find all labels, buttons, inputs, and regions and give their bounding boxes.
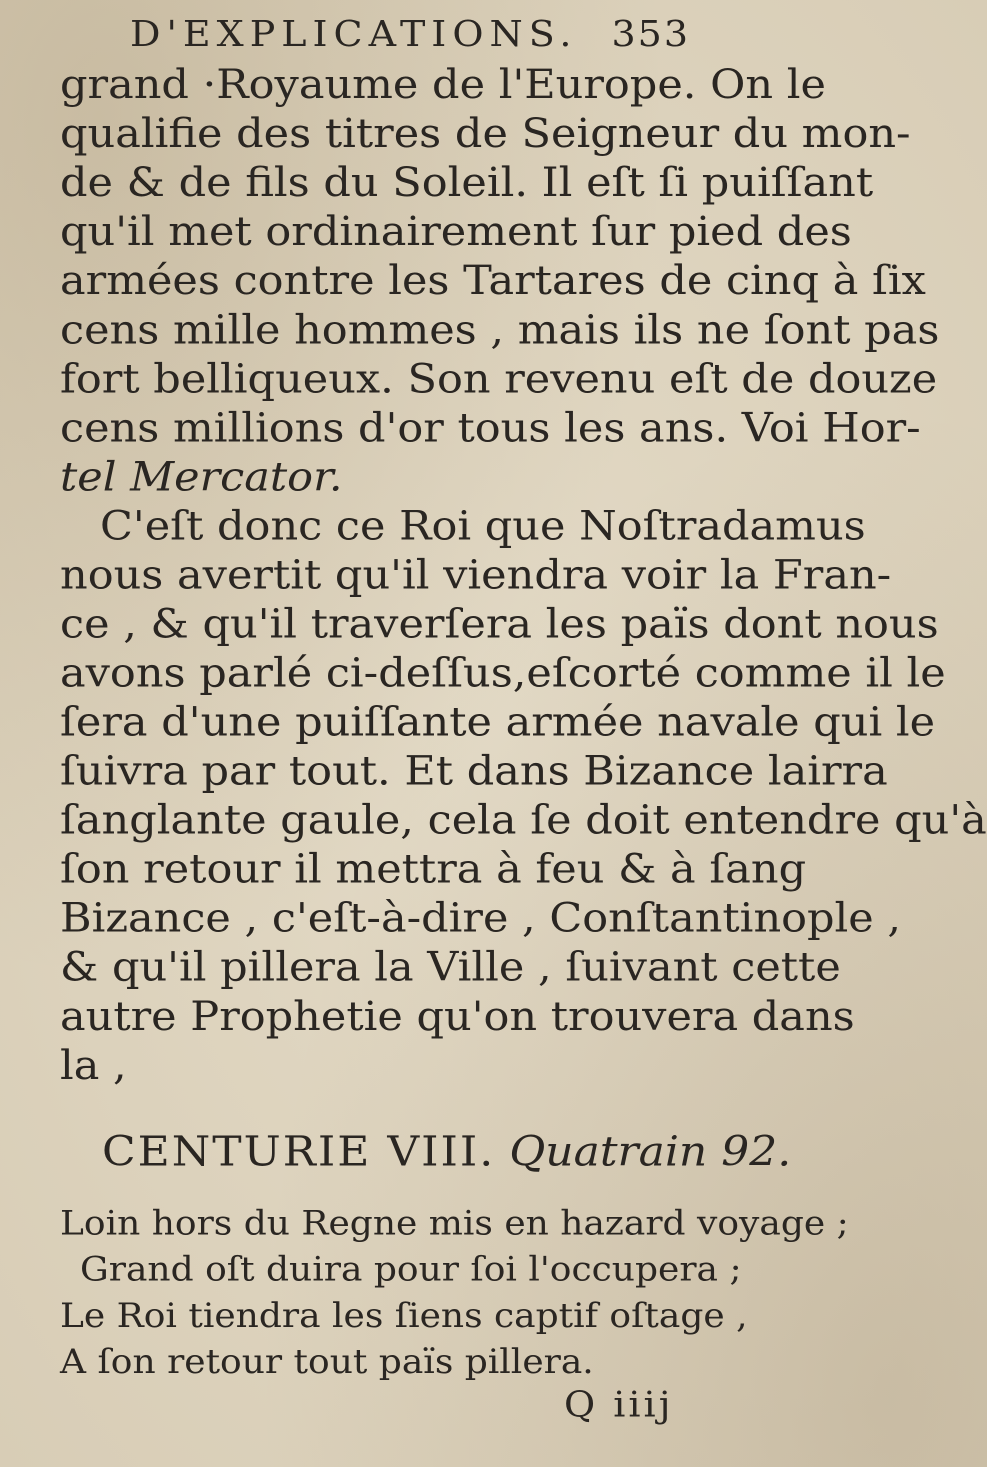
text-line: armées contre les Tartares de cinq à ſix <box>60 257 926 305</box>
quatrain-label: Quatrain 92. <box>509 1127 792 1176</box>
text-line: cens mille hommes , mais ils ne ſont pas <box>60 306 940 354</box>
page-number: 353 <box>611 13 690 55</box>
text-line: ce , & qu'il traverſera les païs dont nous <box>60 600 939 648</box>
verse-line: Grand oſt duira pour ſoi l'occupera ; <box>80 1250 742 1290</box>
text-line: qu'il met ordinairement ſur pied des <box>60 208 852 256</box>
verse-line: Loin hors du Regne mis en hazard voyage ; <box>60 1204 849 1243</box>
header-title: D'EXPLICATIONS. <box>130 13 578 55</box>
section-heading <box>102 1128 791 1176</box>
text-line: ſon retour il mettra à feu & à ſang <box>60 845 807 894</box>
signature-mark: Q iiij <box>564 1383 674 1425</box>
text-line: autre Prophetie qu'on trouvera dans <box>60 992 855 1041</box>
text-line: avons parlé ci-deſſus,eſcorté comme il le <box>60 649 946 697</box>
verse-line: Le Roi tiendra les ſiens captif oſtage , <box>60 1296 748 1336</box>
text-line: fort belliqueux. Son revenu eſt de douze <box>60 355 938 403</box>
running-header <box>130 13 690 54</box>
text-line: ſuivra par tout. Et dans Bizance lairra <box>60 747 888 795</box>
text-line: qualifie des titres de Seigneur du mon- <box>60 110 911 158</box>
text-line: ſera d'une puiſſante armée navale qui le <box>60 698 936 746</box>
text-line: cens millions d'or tous les ans. Voi Hor- <box>60 404 921 452</box>
text-line: de & de fils du Soleil. Il eſt ſi puiſſant <box>60 159 874 207</box>
text-line: & qu'il pillera la Ville , ſuivant cette <box>60 943 841 992</box>
century-label: CENTURIE VIII. <box>102 1127 496 1176</box>
text-line: ſanglante gaule, cela ſe doit entendre qu'à <box>60 796 987 844</box>
text-line: C'eſt donc ce Roi que Noſtradamus <box>100 502 866 550</box>
verse-line: A ſon retour tout païs pillera. <box>60 1342 594 1382</box>
text-line: tel Mercator. <box>60 453 343 501</box>
text-line: la , <box>60 1042 127 1090</box>
text-line: grand ·Royaume de l'Europe. On le <box>60 61 826 109</box>
text-line: Bizance , c'eſt-à-dire , Conſtantinople , <box>60 894 902 943</box>
text-line: nous avertit qu'il viendra voir la Fran- <box>60 551 892 599</box>
